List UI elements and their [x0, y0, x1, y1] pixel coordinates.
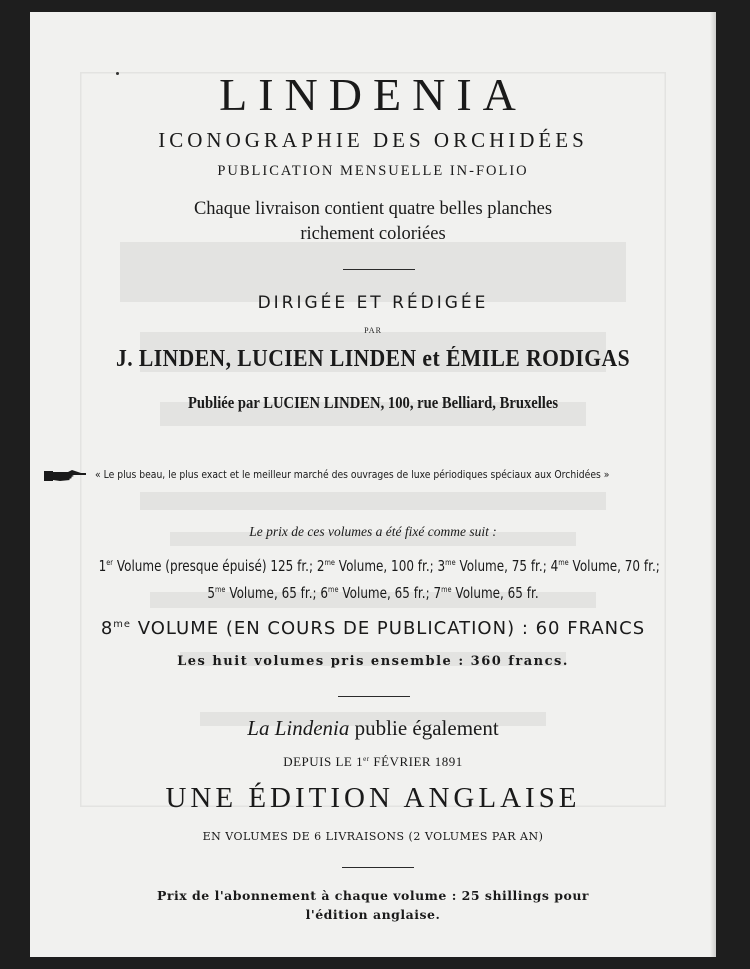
- page-edge-shadow: [710, 12, 716, 957]
- par-label: PAR: [364, 326, 382, 335]
- pointing-hand-icon: [44, 468, 88, 482]
- divider-2: [338, 696, 410, 697]
- document-page: [30, 12, 716, 957]
- publication-type: PUBLICATION MENSUELLE IN-FOLIO: [217, 163, 529, 179]
- content-description-line2: richement coloriées: [300, 224, 446, 244]
- publisher-address: Publiée par LUCIEN LINDEN, 100, rue Belliard, Bruxelles: [187, 393, 559, 412]
- volume-price-6: $6^{me}$ Volume, 65 fr.;: [320, 584, 430, 602]
- divider-1: [343, 269, 415, 270]
- volume-price-7: $7^{me}$ Volume, 65 fr.: [433, 584, 539, 602]
- quote-row: [44, 464, 710, 484]
- bundle-price: Les huit volumes pris ensemble : 360 francs.: [177, 654, 569, 669]
- volume-price-1: 1er Volume (presque épuisé) 125 fr.;: [98, 557, 314, 575]
- subscription-price-line2: l'édition anglaise.: [305, 907, 441, 922]
- directed-by: DIRIGÉE ET RÉDIGÉE: [257, 293, 489, 313]
- volume-price-3: $3^{me}$ Volume, 75 fr.;: [437, 557, 547, 575]
- quote-text: « Le plus beau, le plus exact et le meilleur marché des ouvrages de luxe périodiques spéciaux aux Orchidées »: [95, 468, 610, 481]
- volume-price-2: $2^{me}$ Volume, 100 fr.;: [316, 557, 434, 575]
- volume-8-price: $8^{me}$ VOLUME (EN COURS DE PUBLICATION) : 60 FRANCS: [100, 618, 646, 639]
- page-subtitle: ICONOGRAPHIE DES ORCHIDÉES: [158, 128, 588, 152]
- english-edition-title: UNE ÉDITION ANGLAISE: [165, 782, 581, 814]
- authors: J. LINDEN, LUCIEN LINDEN et ÉMILE RODIGAS: [115, 346, 631, 372]
- english-edition-date: DEPUIS LE 1er FÉVRIER 1891: [283, 754, 463, 769]
- subscription-price-line1: Prix de l'abonnement à chaque volume : 25 shillings pour: [156, 888, 589, 903]
- volume-price-4: $4^{me}$ Volume, 70 fr.;: [550, 557, 660, 575]
- volume-prices-line1: [98, 557, 660, 575]
- content-description-line1: Chaque livraison contient quatre belles planches: [193, 199, 553, 219]
- english-edition-intro: La Lindenia publie également: [247, 716, 499, 740]
- english-edition-volumes: EN VOLUMES DE 6 LIVRAISONS (2 VOLUMES PAR AN): [202, 830, 544, 843]
- prices-intro: Le prix de ces volumes a été fixé comme suit :: [249, 524, 497, 539]
- divider-3: [342, 867, 414, 868]
- volume-price-5: $5^{me}$ Volume, 65 fr.;: [207, 584, 317, 602]
- page-title: LINDENIA: [219, 69, 527, 120]
- volume-prices-line2: [99, 584, 648, 602]
